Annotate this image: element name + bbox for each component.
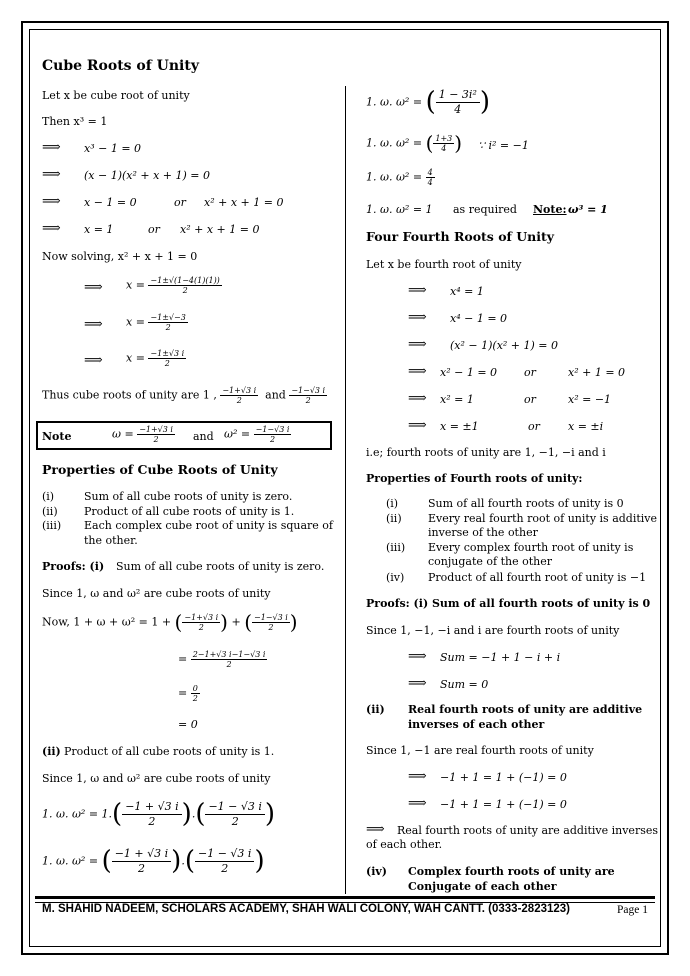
- eq-x-one: x = 1: [84, 223, 114, 236]
- dot: .: [181, 854, 185, 868]
- implies-symbol: ⟹: [408, 283, 427, 298]
- then-line: Then x³ = 1: [42, 115, 108, 128]
- implies-symbol: ⟹: [408, 391, 427, 406]
- implies-symbol: ⟹: [408, 796, 427, 811]
- proofs-text: Sum of all cube roots of unity is zero.: [116, 560, 325, 573]
- or-word: or: [524, 366, 536, 379]
- conclusion-text: Real fourth roots of unity are additive inverses: [397, 824, 659, 837]
- prop-text: Each complex cube root of unity is square of: [84, 519, 333, 532]
- implies-symbol: ⟹: [84, 280, 103, 295]
- part-ii-text: Product of all cube roots of unity is 1.: [64, 745, 275, 758]
- product-fraction-2: $\frac{-1 - √3 i}{2}$: [195, 847, 254, 876]
- since-real-line: Since 1, −1 are real fourth roots of unity: [366, 744, 594, 757]
- implies-symbol: ⟹: [408, 418, 427, 433]
- prop-text: Every complex fourth root of unity is: [428, 541, 634, 554]
- implies-symbol: ⟹: [408, 337, 427, 352]
- part-iv-fourth-text: Complex fourth roots of unity are: [408, 865, 615, 878]
- prop-num: (ii): [42, 505, 58, 518]
- eq-x2-neg-one: x² = −1: [568, 393, 612, 406]
- eq-x-pm-one: x = ±1: [440, 420, 479, 433]
- eq-quadratic: x² + x + 1 = 0: [180, 223, 260, 236]
- thus-text: Thus cube roots of unity are 1 ,: [42, 388, 217, 402]
- conclusion-text-cont: of each other.: [366, 838, 443, 851]
- r3-fraction: $\frac{4}{4}$: [427, 168, 433, 187]
- omega-eq: ω =: [112, 427, 134, 441]
- prop-num: (iii): [386, 541, 406, 554]
- sol2-fraction: $\frac{-1\pm√-3}{2}$: [150, 313, 186, 332]
- eq-fourth-factored: (x² − 1)(x² + 1) = 0: [450, 339, 559, 352]
- r4-equation: 1. ω. ω² = 1: [366, 203, 433, 216]
- part-ii-label: (ii): [42, 745, 61, 758]
- prop-num: (iii): [42, 519, 62, 532]
- or-word: or: [528, 420, 540, 433]
- sol3-lhs: x =: [126, 351, 145, 365]
- implies-symbol: ⟹: [42, 194, 61, 209]
- prop-text-cont: the other.: [84, 534, 138, 547]
- r1-fraction: $\frac{\text{1 − 3i²}}{4}$: [436, 88, 480, 117]
- let-line: Let x be cube root of unity: [42, 89, 190, 102]
- implies-symbol: ⟹: [84, 317, 103, 332]
- sum-fraction-1: $\frac{-1+√3 i}{2}$: [184, 613, 219, 632]
- since-line: Since 1, ω and ω² are cube roots of unity: [42, 772, 271, 785]
- proofs-label: Proofs: (i): [42, 560, 105, 573]
- sum-zero: = 0: [178, 718, 198, 731]
- prop-text: Sum of all cube roots of unity is zero.: [84, 490, 293, 503]
- part-ii-fourth-text-cont: inverses of each other: [408, 718, 545, 731]
- prop-text: Product of all cube roots of unity is 1.: [84, 505, 295, 518]
- implies-symbol: ⟹: [366, 822, 385, 837]
- since-fourth-line: Since 1, −1, −i and i are fourth roots of unity: [366, 624, 620, 637]
- product-lhs: 1. ω. ω² = 1.: [42, 807, 113, 821]
- let-fourth-line: Let x be fourth root of unity: [366, 258, 522, 271]
- sum-zero-line: Sum = 0: [440, 678, 489, 691]
- prop-text: Every real fourth root of unity is additive: [428, 512, 658, 525]
- prop-num: (i): [42, 490, 55, 503]
- page-number: Page 1: [617, 904, 648, 916]
- sol2-lhs: x =: [126, 315, 145, 329]
- note-label: Note:: [533, 203, 567, 216]
- column-divider: [345, 86, 346, 894]
- product-fraction-1: $\frac{-1 + √3 i}{2}$: [112, 847, 171, 876]
- omega2-fraction: $\frac{-1-√3 i}{2}$: [255, 425, 290, 444]
- because-note: ∵ i² = −1: [478, 139, 529, 152]
- implies-symbol: ⟹: [42, 221, 61, 236]
- sum-expression: Now, 1 + ω + ω² = 1 +: [42, 615, 172, 629]
- footer-text: M. SHAHID NADEEM, SCHOLARS ACADEMY, SHAH WALI COLONY, WAH CANTT. (0333-2823123): [42, 903, 571, 915]
- sol1-lhs: x =: [126, 278, 145, 292]
- dot: .: [191, 807, 196, 821]
- product-fraction-1: $\frac{-1 + √3 i}{2}$: [122, 800, 181, 829]
- r2-fraction: $\frac{1+3}{4}$: [435, 134, 453, 153]
- ie-line: i.e; fourth roots of unity are 1, −1, −i and i: [366, 446, 606, 459]
- r3-lhs: 1. ω. ω² =: [366, 170, 423, 184]
- product-fraction-2: $\frac{-1 - √3 i}{2}$: [205, 800, 264, 829]
- root-omega2-fraction: $\frac{-1-√3 i}{2}$: [291, 386, 326, 405]
- sol3-fraction: $\frac{-1\pm√3 i}{2}$: [150, 349, 185, 368]
- prop-num: (ii): [386, 512, 402, 525]
- root-omega-fraction: $\frac{-1+√3 i}{2}$: [222, 386, 257, 405]
- r2-lhs: 1. ω. ω² =: [366, 136, 423, 150]
- prop-text-cont: conjugate of the other: [428, 555, 552, 568]
- implies-symbol: ⟹: [408, 310, 427, 325]
- part-iv-fourth-text-cont: Conjugate of each other: [408, 880, 557, 893]
- prop-num: (i): [386, 497, 399, 510]
- footer: [42, 903, 650, 915]
- prop-text-cont: inverse of the other: [428, 526, 538, 539]
- eq-x2-plus-one: x² + 1 = 0: [568, 366, 626, 379]
- or-word: or: [148, 223, 160, 236]
- implies-symbol: ⟹: [408, 676, 427, 691]
- implies-symbol: ⟹: [84, 353, 103, 368]
- omega-cube-eq: ω³ = 1: [568, 203, 608, 216]
- sum-line: Sum = −1 + 1 − i + i: [440, 651, 561, 664]
- since-line: Since 1, ω and ω² are cube roots of unity: [42, 587, 271, 600]
- sum-step-fraction: $\frac{2-1+√3 i-1-√3 i}{2}$: [192, 650, 266, 669]
- and-word: and: [265, 388, 286, 402]
- eq-factored: (x − 1)(x² + x + 1) = 0: [84, 169, 211, 182]
- sum-fraction-2: $\frac{-1-√3 i}{2}$: [254, 613, 288, 632]
- properties-title: Properties of Cube Roots of Unity: [42, 462, 278, 477]
- implies-symbol: ⟹: [408, 649, 427, 664]
- implies-symbol: ⟹: [42, 167, 61, 182]
- properties-fourth-title: Properties of Fourth roots of unity:: [366, 472, 583, 485]
- omega-fraction: $\frac{-1+√3 i}{2}$: [139, 425, 173, 444]
- eq-x-pm-i: x = ±i: [568, 420, 604, 433]
- omega2-eq: ω² =: [224, 427, 251, 441]
- eq-x4: x⁴ = 1: [450, 285, 484, 298]
- prop-text: Sum of all fourth roots of unity is 0: [428, 497, 624, 510]
- eq-x2-one: x² = 1: [440, 393, 474, 406]
- note-label: Note: [42, 430, 72, 443]
- r1-lhs: 1. ω. ω² =: [366, 95, 423, 109]
- eq-x2-minus-one: x² − 1 = 0: [440, 366, 498, 379]
- eq-x4-minus-one: x⁴ − 1 = 0: [450, 312, 508, 325]
- additive-eq-1: −1 + 1 = 1 + (−1) = 0: [440, 771, 567, 784]
- implies-symbol: ⟹: [408, 769, 427, 784]
- section-title-cube-roots: Cube Roots of Unity: [42, 58, 199, 74]
- product-lhs: 1. ω. ω² =: [42, 854, 99, 868]
- implies-symbol: ⟹: [408, 364, 427, 379]
- proofs-fourth-label: Proofs: (i) Sum of all fourth roots of unity is 0: [366, 597, 651, 610]
- quadratic-formula-fraction: $\frac{-1\pm√(1-4(1)(1))}{2}$: [150, 276, 220, 295]
- prop-text: Product of all fourth root of unity is −1: [428, 571, 647, 584]
- or-word: or: [174, 196, 186, 209]
- zero-over-two-fraction: $\frac{0}{2}$: [192, 684, 198, 703]
- as-required: as required: [453, 203, 517, 216]
- and-word: and: [193, 430, 214, 443]
- prop-num: (iv): [386, 571, 405, 584]
- part-iv-fourth-num: (iv): [366, 865, 387, 878]
- additive-eq-2: −1 + 1 = 1 + (−1) = 0: [440, 798, 567, 811]
- section-title-fourth-roots: Four Fourth Roots of Unity: [366, 229, 555, 244]
- part-ii-fourth-num: (ii): [366, 703, 385, 716]
- implies-symbol: ⟹: [42, 140, 61, 155]
- part-ii-fourth-text: Real fourth roots of unity are additive: [408, 703, 643, 716]
- or-word: or: [524, 393, 536, 406]
- plus-sign: +: [231, 615, 241, 629]
- footer-rule-thick: [35, 896, 655, 899]
- eq-x-minus-one: x − 1 = 0: [84, 196, 137, 209]
- now-solving-line: Now solving, x² + x + 1 = 0: [42, 250, 198, 263]
- eq-quadratic: x² + x + 1 = 0: [204, 196, 284, 209]
- eq-cube-minus-one: x³ − 1 = 0: [84, 142, 142, 155]
